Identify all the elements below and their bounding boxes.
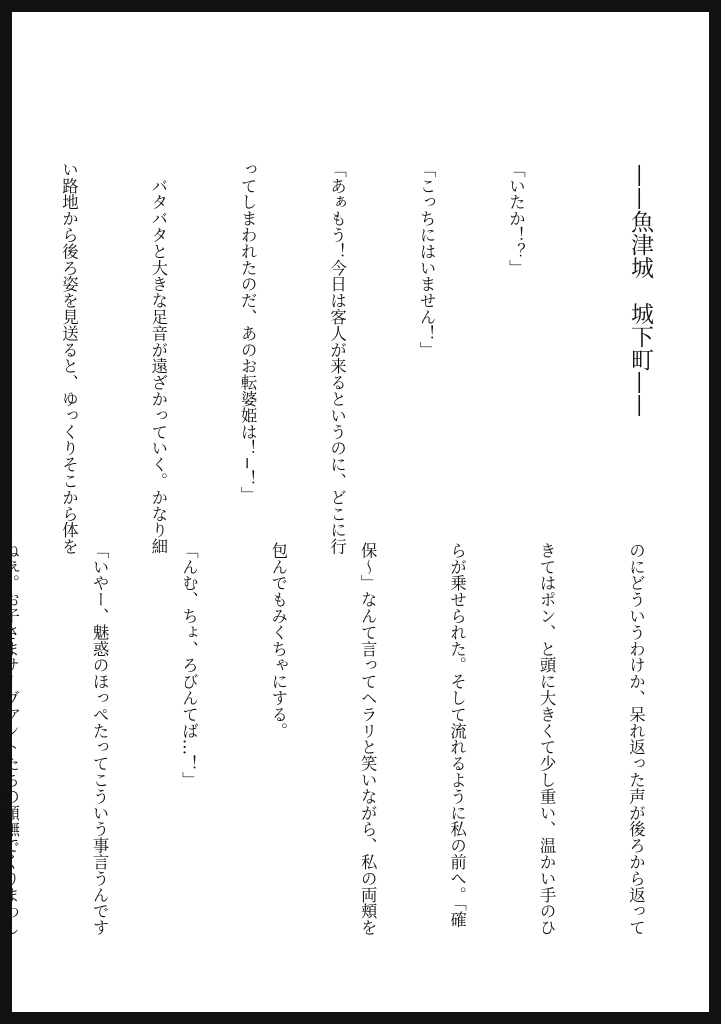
text-line: 保〜」なんて言ってヘラリと笑いながら、私の両頬を [358, 542, 378, 936]
text-line: 「いやー、魅惑のほっぺたってこういう事言うんです [90, 542, 110, 936]
section-heading: ——魚津城 城下町—— [627, 164, 653, 417]
text-line: 「あぁもう！今日は客人が来るというのに、どこに行 [327, 161, 347, 555]
text-line: 「こっちにはいません！」 [417, 161, 437, 358]
text-line: ねぇ。お子さまサーヴァントたちの顔撫でくりまわし [0, 542, 20, 936]
text-line: らが乗せられた。そして流れるように私の前へ。「確 [447, 542, 467, 928]
text-line: い路地から後ろ姿を見送ると、ゆっくりそこから体を [59, 161, 79, 555]
text-line: 「いたか！？」 [506, 161, 526, 276]
text-line: バタバタと大きな足音が遠ざかっていく。かなり細 [148, 161, 168, 555]
text-line: 「んむ、ちょ、ろびんてば…！」 [179, 542, 199, 788]
text-line: きてはポン、と頭に大きくて少し重い、温かい手のひ [537, 542, 557, 936]
text-line: のにどういうわけか、呆れ返った声が後ろから返って [626, 542, 646, 936]
bottom-text-block [0, 542, 710, 936]
manuscript-page [0, 12, 709, 1012]
top-text-block [59, 161, 590, 555]
text-line: ってしまわれたのだ、あのお転婆姫は！−！」 [238, 161, 258, 503]
text-line: 包んでもみくちゃにする。 [268, 542, 288, 739]
